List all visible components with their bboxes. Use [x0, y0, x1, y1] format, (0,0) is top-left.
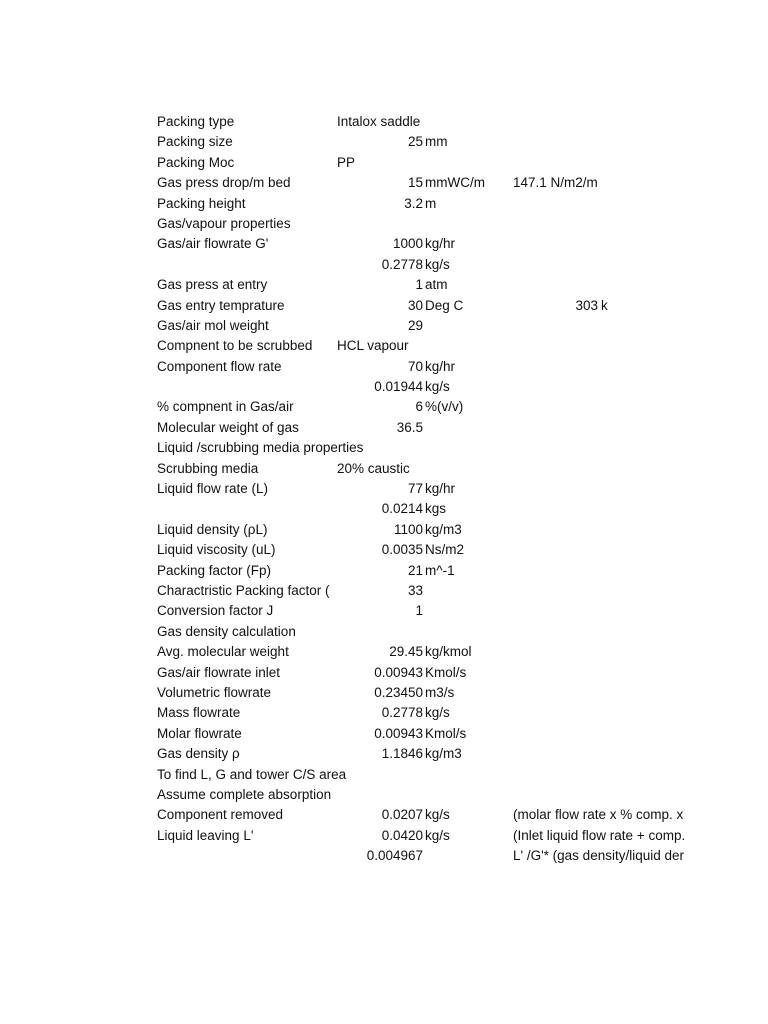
unit-label: kgs: [425, 501, 447, 517]
unit-label: mmWC/m: [425, 175, 485, 191]
unit-label: Kmol/s: [425, 725, 467, 741]
table-row: [0, 336, 768, 356]
unit-label: Ns/m2: [425, 542, 465, 558]
numeric-value: 1: [415, 603, 423, 619]
numeric-value: 15: [407, 175, 423, 191]
numeric-value: 77: [407, 481, 423, 497]
table-row: [0, 724, 768, 744]
numeric-value: 0.2778: [381, 256, 423, 272]
table-row: [0, 663, 768, 683]
table-row: [0, 744, 768, 764]
numeric-value: 6: [415, 399, 423, 415]
text-value: PP: [337, 154, 356, 170]
table-row: [0, 357, 768, 377]
numeric-value: 3.2: [404, 195, 423, 211]
row-label: % compnent in Gas/air: [157, 399, 294, 415]
note-text: 147.1 N/m2/m: [513, 175, 598, 191]
unit-label: kg/s: [425, 705, 450, 721]
numeric-value: 0.0420: [381, 827, 423, 843]
numeric-value: 0.00943: [374, 664, 423, 680]
numeric-value: 1100: [393, 521, 423, 537]
row-label: Component removed: [157, 807, 284, 823]
note-text: L' /G'* (gas density/liquid der: [513, 848, 684, 864]
unit-label: kg/s: [425, 827, 450, 843]
numeric-value: 0.00943: [374, 725, 423, 741]
unit-label: kg/s: [425, 379, 450, 395]
row-label: Molar flowrate: [157, 725, 242, 741]
row-label: Liquid /scrubbing media properties: [157, 440, 364, 456]
numeric-value: 0.01944: [374, 379, 423, 395]
row-label: Gas/air flowrate inlet: [157, 664, 281, 680]
row-label: Liquid density (ρL): [157, 521, 268, 537]
table-row: [0, 601, 768, 621]
numeric-value: 0.2778: [381, 705, 423, 721]
row-label: Gas entry temprature: [157, 297, 285, 313]
table-row: [0, 255, 768, 275]
numeric-value: 25: [407, 134, 423, 150]
numeric-value: 21: [407, 562, 423, 578]
row-label: Gas/air flowrate G': [157, 236, 269, 252]
table-row: [0, 418, 768, 438]
table-row: [0, 642, 768, 662]
row-label: Assume complete absorption: [157, 786, 332, 802]
table-row: [0, 703, 768, 723]
table-row: [0, 683, 768, 703]
numeric-value: 70: [407, 358, 423, 374]
numeric-value: 29: [407, 317, 423, 333]
table-row: [0, 499, 768, 519]
spreadsheet: [0, 112, 768, 866]
row-label: Avg. molecular weight: [157, 644, 289, 660]
unit-label: m3/s: [425, 684, 455, 700]
table-row: [0, 785, 768, 805]
table-row: [0, 846, 768, 866]
numeric-value: 1: [415, 277, 423, 293]
table-row: [0, 234, 768, 254]
unit-label: Deg C: [425, 297, 464, 313]
unit-label: kg/s: [425, 256, 450, 272]
table-row: [0, 153, 768, 173]
text-value: 20% caustic: [337, 460, 410, 476]
unit-label: mm: [425, 134, 448, 150]
row-label: To find L, G and tower C/S area: [157, 766, 347, 782]
note-text: (molar flow rate x % comp. x: [513, 807, 684, 823]
table-row: [0, 296, 768, 316]
table-row: [0, 132, 768, 152]
numeric-value: 0.004967: [366, 848, 423, 864]
table-row: [0, 194, 768, 214]
unit-label: kg/s: [425, 807, 450, 823]
row-label: Gas/air mol weight: [157, 317, 269, 333]
unit-label: Kmol/s: [425, 664, 467, 680]
unit-label: kg/hr: [425, 481, 456, 497]
table-row: [0, 173, 768, 193]
row-label: Mass flowrate: [157, 705, 241, 721]
table-row: [0, 377, 768, 397]
text-value: Intalox saddle: [337, 114, 421, 129]
numeric-value: 0.0035: [381, 542, 423, 558]
table-row: [0, 214, 768, 234]
text-value: HCL vapour: [337, 338, 409, 354]
table-row: [0, 479, 768, 499]
row-label: Liquid viscosity (uL): [157, 542, 276, 558]
table-row: [0, 438, 768, 458]
table-row: [0, 561, 768, 581]
unit-label: m: [425, 195, 437, 211]
row-label: Compnent to be scrubbed: [157, 338, 313, 354]
table-row: [0, 540, 768, 560]
row-label: Packing type: [157, 114, 235, 129]
numeric-value: 33: [407, 582, 423, 598]
table-row: [0, 520, 768, 540]
row-label: Packing size: [157, 134, 233, 150]
numeric-value: 29.45: [389, 644, 423, 660]
row-label: Scrubbing media: [157, 460, 259, 476]
numeric-value: 1000: [392, 236, 423, 252]
row-label: Molecular weight of gas: [157, 419, 299, 435]
row-label: Packing factor (Fp): [157, 562, 272, 578]
row-label: Packing height: [157, 195, 246, 211]
note-text: (Inlet liquid flow rate + comp.: [513, 827, 686, 843]
table-row: [0, 112, 768, 132]
numeric-value: 30: [407, 297, 423, 313]
table-row: [0, 622, 768, 642]
table-row: [0, 765, 768, 785]
table-row: [0, 581, 768, 601]
row-label: Packing Moc: [157, 154, 235, 170]
row-label: Liquid flow rate (L): [157, 481, 269, 497]
unit-label: kg/hr: [425, 358, 456, 374]
unit-label: atm: [425, 277, 448, 293]
row-label: Component flow rate: [157, 358, 282, 374]
row-label: Gas density ρ: [157, 746, 240, 762]
unit-label: kg/m3: [425, 521, 462, 537]
row-label: Liquid leaving L': [157, 827, 254, 843]
unit-label: %(v/v): [425, 399, 464, 415]
row-label: Volumetric flowrate: [157, 684, 272, 700]
row-label: Gas press at entry: [157, 277, 268, 293]
row-label: Gas/vapour properties: [157, 215, 291, 231]
table-row: [0, 826, 768, 846]
numeric-value: 36.5: [396, 419, 423, 435]
row-label: Conversion factor J: [157, 603, 274, 619]
numeric-value: 0.23450: [374, 684, 423, 700]
unit-label: kg/kmol: [425, 644, 472, 660]
unit-label: kg/hr: [425, 236, 456, 252]
extra-numeric-value: 303: [575, 297, 598, 313]
table-row: [0, 459, 768, 479]
table-row: [0, 805, 768, 825]
numeric-value: 1.1846: [381, 746, 423, 762]
table-row: [0, 397, 768, 417]
row-label: Gas press drop/m bed: [157, 175, 291, 191]
row-label: Gas density calculation: [157, 623, 296, 639]
unit-label: kg/m3: [425, 746, 462, 762]
extra-unit-label: k: [601, 297, 608, 313]
numeric-value: 0.0207: [381, 807, 423, 823]
row-label: Charactristic Packing factor (: [157, 582, 330, 598]
numeric-value: 0.0214: [381, 501, 423, 517]
table-row: [0, 275, 768, 295]
unit-label: m^-1: [425, 562, 455, 578]
table-row: [0, 316, 768, 336]
